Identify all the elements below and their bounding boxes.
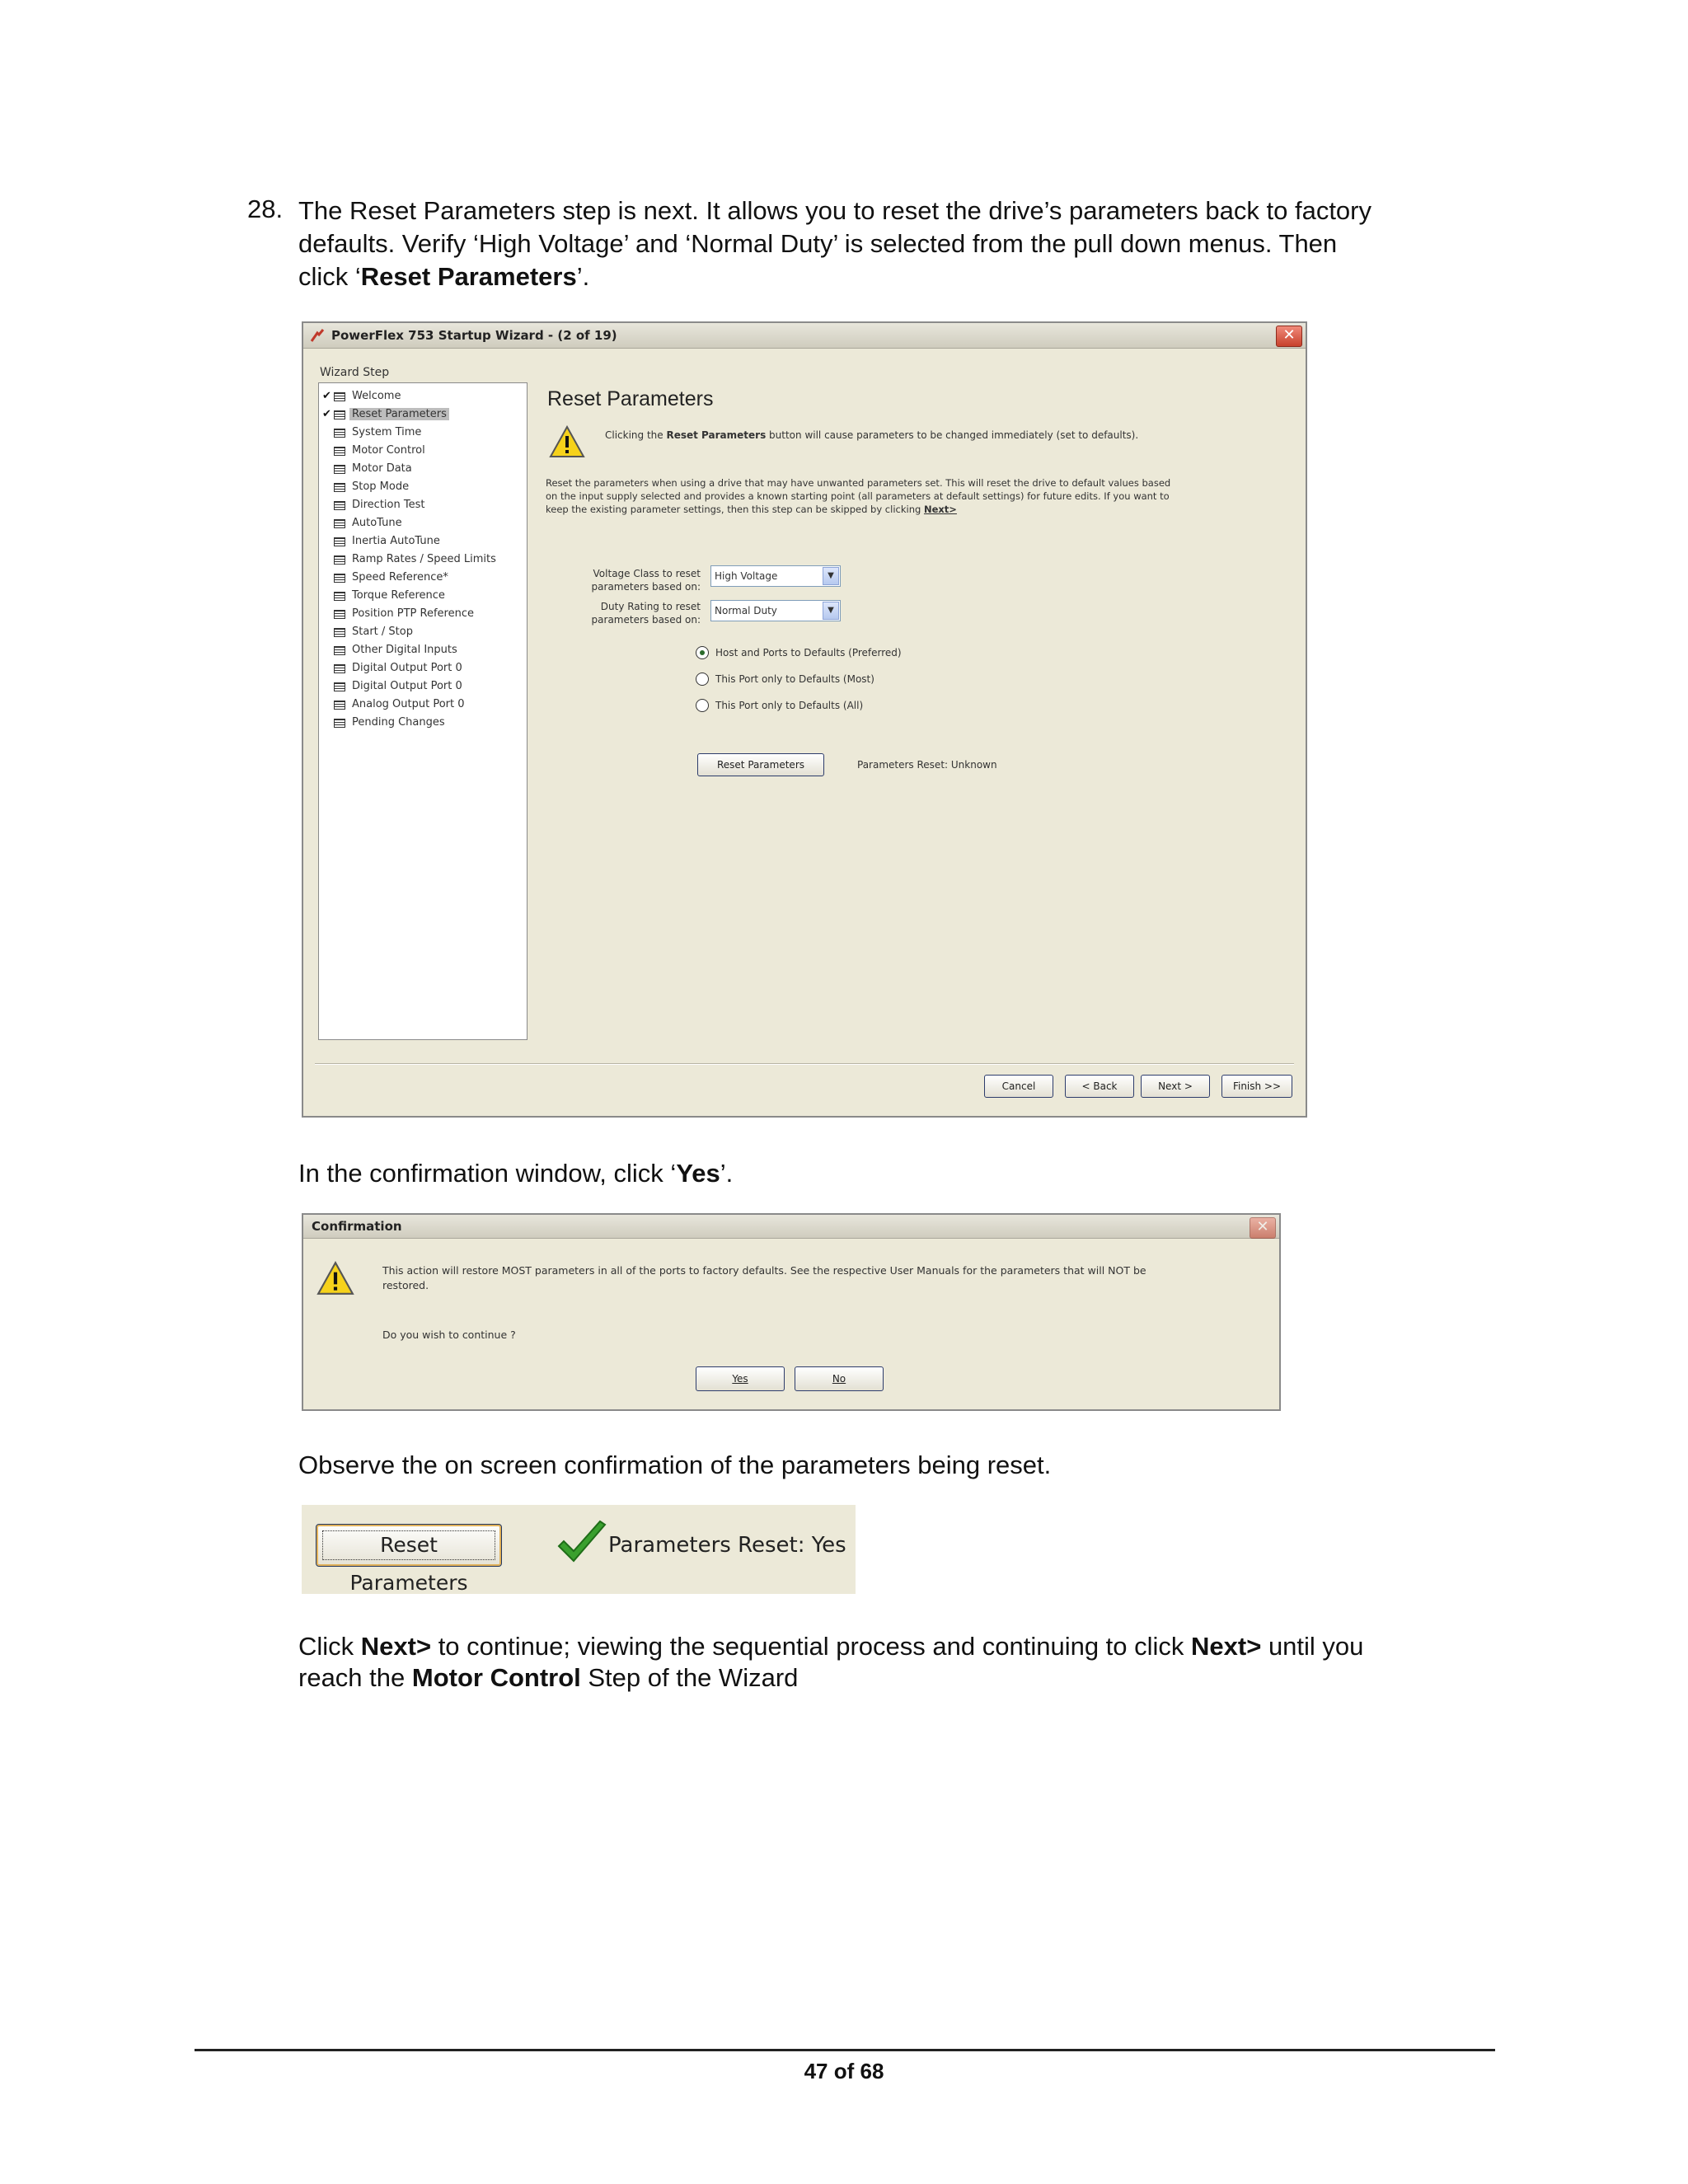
list-page-icon	[334, 574, 345, 583]
wizard-step-label: System Time	[352, 426, 422, 438]
finish-button[interactable]: Finish >>	[1221, 1075, 1292, 1098]
confirmation-dialog	[302, 1213, 1281, 1411]
reset-parameters-button[interactable]: Reset Parameters	[697, 753, 824, 776]
reset-status-text: Parameters Reset: Yes	[608, 1533, 846, 1558]
duty-rating-label: Duty Rating to reset parameters based on:	[591, 601, 701, 626]
wizard-step-label: Ramp Rates / Speed Limits	[352, 553, 496, 565]
duty-rating-select[interactable]: Normal Duty ▼	[710, 600, 841, 621]
wizard-step-label: Welcome	[352, 390, 401, 402]
list-page-icon	[334, 555, 345, 565]
next-button[interactable]: Next >	[1141, 1075, 1210, 1098]
description-line-3: keep the existing parameter settings, then this step can be skipped by clicking Next>	[546, 504, 957, 515]
footer-divider	[315, 1063, 1294, 1065]
yes-button[interactable]: Yes	[696, 1366, 785, 1391]
confirm-message-line-2: restored.	[382, 1279, 429, 1291]
no-button[interactable]: No	[795, 1366, 884, 1391]
chevron-down-icon[interactable]: ▼	[823, 602, 839, 620]
startup-wizard-window	[302, 321, 1307, 1118]
wizard-step-list	[318, 382, 528, 1040]
list-page-icon	[334, 610, 345, 619]
warning-icon	[316, 1261, 354, 1296]
back-button[interactable]: < Back	[1065, 1075, 1134, 1098]
check-icon: ✔	[322, 408, 331, 420]
wizard-step-label: AutoTune	[352, 517, 402, 529]
list-page-icon	[334, 682, 345, 691]
wizard-title: PowerFlex 753 Startup Wizard - (2 of 19)	[331, 328, 617, 343]
radio-this-port-all[interactable]	[696, 699, 709, 712]
wizard-title-bar	[303, 323, 1306, 349]
step-number: 28.	[247, 194, 284, 223]
wizard-step-label: Other Digital Inputs	[352, 644, 457, 656]
radio-label-host-and-ports: Host and Ports to Defaults (Preferred)	[715, 647, 902, 658]
wizard-step-label: Motor Data	[352, 462, 412, 475]
page-number: 47 of 68	[804, 2059, 884, 2083]
closing-line-1: Click Next> to continue; viewing the sequential process and continuing to click Next> until you	[298, 1632, 1364, 1661]
radio-label-this-port-all: This Port only to Defaults (All)	[715, 700, 864, 711]
confirm-message-line-1: This action will restore MOST parameters in all of the ports to factory defaults. See the respective User Manuals for the parameters that will NOT be	[382, 1264, 1146, 1277]
radio-label-this-port-most: This Port only to Defaults (Most)	[715, 673, 874, 685]
wizard-step-label: Torque Reference	[352, 589, 445, 602]
page-title: Reset Parameters	[547, 387, 714, 410]
list-page-icon	[334, 701, 345, 710]
reset-result-strip	[302, 1505, 856, 1594]
voltage-class-label: Voltage Class to reset parameters based on:	[591, 568, 701, 593]
wizard-step-label: Speed Reference*	[352, 571, 448, 583]
wizard-step-label: Position PTP Reference	[352, 607, 474, 620]
list-page-icon	[334, 483, 345, 492]
step-text-line-1: The Reset Parameters step is next. It allows you to reset the drive’s parameters back to factory	[298, 196, 1372, 225]
confirm-title-bar	[303, 1215, 1279, 1239]
voltage-class-select[interactable]: High Voltage ▼	[710, 565, 841, 587]
list-page-icon	[334, 628, 345, 637]
wizard-step-label: Digital Output Port 0	[352, 680, 462, 692]
list-page-icon	[334, 392, 345, 401]
wizard-step-label: Start / Stop	[352, 626, 413, 638]
wizard-step-label: Direction Test	[352, 499, 425, 511]
wizard-step-label: Wizard Step	[320, 366, 390, 379]
warning-icon	[549, 425, 585, 458]
observe-instruction: Observe the on screen confirmation of the parameters being reset.	[298, 1451, 1052, 1479]
list-page-icon	[334, 429, 345, 438]
list-page-icon	[334, 537, 345, 546]
radio-host-and-ports[interactable]	[696, 646, 709, 659]
wizard-step-label: Motor Control	[352, 444, 425, 457]
wizard-step-label: Pending Changes	[352, 716, 445, 729]
description-line-2: on the input supply selected and provides a known starting point (all parameters at default settings) for future edits. If you want to	[546, 490, 1170, 502]
wizard-step-label: Digital Output Port 0	[352, 662, 462, 674]
close-button[interactable]: ✕	[1250, 1217, 1276, 1239]
list-page-icon	[334, 501, 345, 510]
confirm-instruction: In the confirmation window, click ‘Yes’.	[298, 1159, 734, 1188]
reset-parameters-button[interactable]: Reset Parameters	[316, 1525, 501, 1566]
chevron-down-icon[interactable]: ▼	[823, 567, 839, 585]
confirm-title: Confirmation	[312, 1219, 402, 1234]
wizard-step-label: Stop Mode	[352, 480, 410, 493]
wizard-step-label: Reset Parameters	[349, 408, 449, 420]
list-page-icon	[334, 465, 345, 474]
wizard-step-label: Inertia AutoTune	[352, 535, 440, 547]
app-icon	[310, 328, 325, 343]
list-page-icon	[334, 664, 345, 673]
list-page-icon	[334, 447, 345, 456]
description-line-1: Reset the parameters when using a drive that may have unwanted parameters set. This will reset the drive to default values based	[546, 477, 1171, 489]
list-page-icon	[334, 592, 345, 601]
list-page-icon	[334, 646, 345, 655]
confirm-question: Do you wish to continue ?	[382, 1329, 516, 1341]
checkmark-icon	[556, 1520, 608, 1568]
list-page-icon	[334, 719, 345, 728]
radio-this-port-most[interactable]	[696, 673, 709, 686]
wizard-step-label: Analog Output Port 0	[352, 698, 465, 710]
warning-text: Clicking the Reset Parameters button will cause parameters to be changed immediately (set to defaults).	[605, 429, 1139, 441]
step-text-line-2: defaults. Verify ‘High Voltage’ and ‘Normal Duty’ is selected from the pull down menus. Then	[298, 229, 1338, 258]
step-text-line-3: click ‘Reset Parameters’.	[298, 262, 590, 291]
closing-line-2: reach the Motor Control Step of the Wizard	[298, 1663, 799, 1692]
list-page-icon	[334, 410, 345, 419]
list-page-icon	[334, 519, 345, 528]
cancel-button[interactable]: Cancel	[984, 1075, 1053, 1098]
footer-rule	[195, 2049, 1495, 2051]
check-icon: ✔	[322, 390, 331, 402]
close-button[interactable]: ✕	[1276, 326, 1302, 347]
reset-status-text: Parameters Reset: Unknown	[857, 759, 997, 771]
